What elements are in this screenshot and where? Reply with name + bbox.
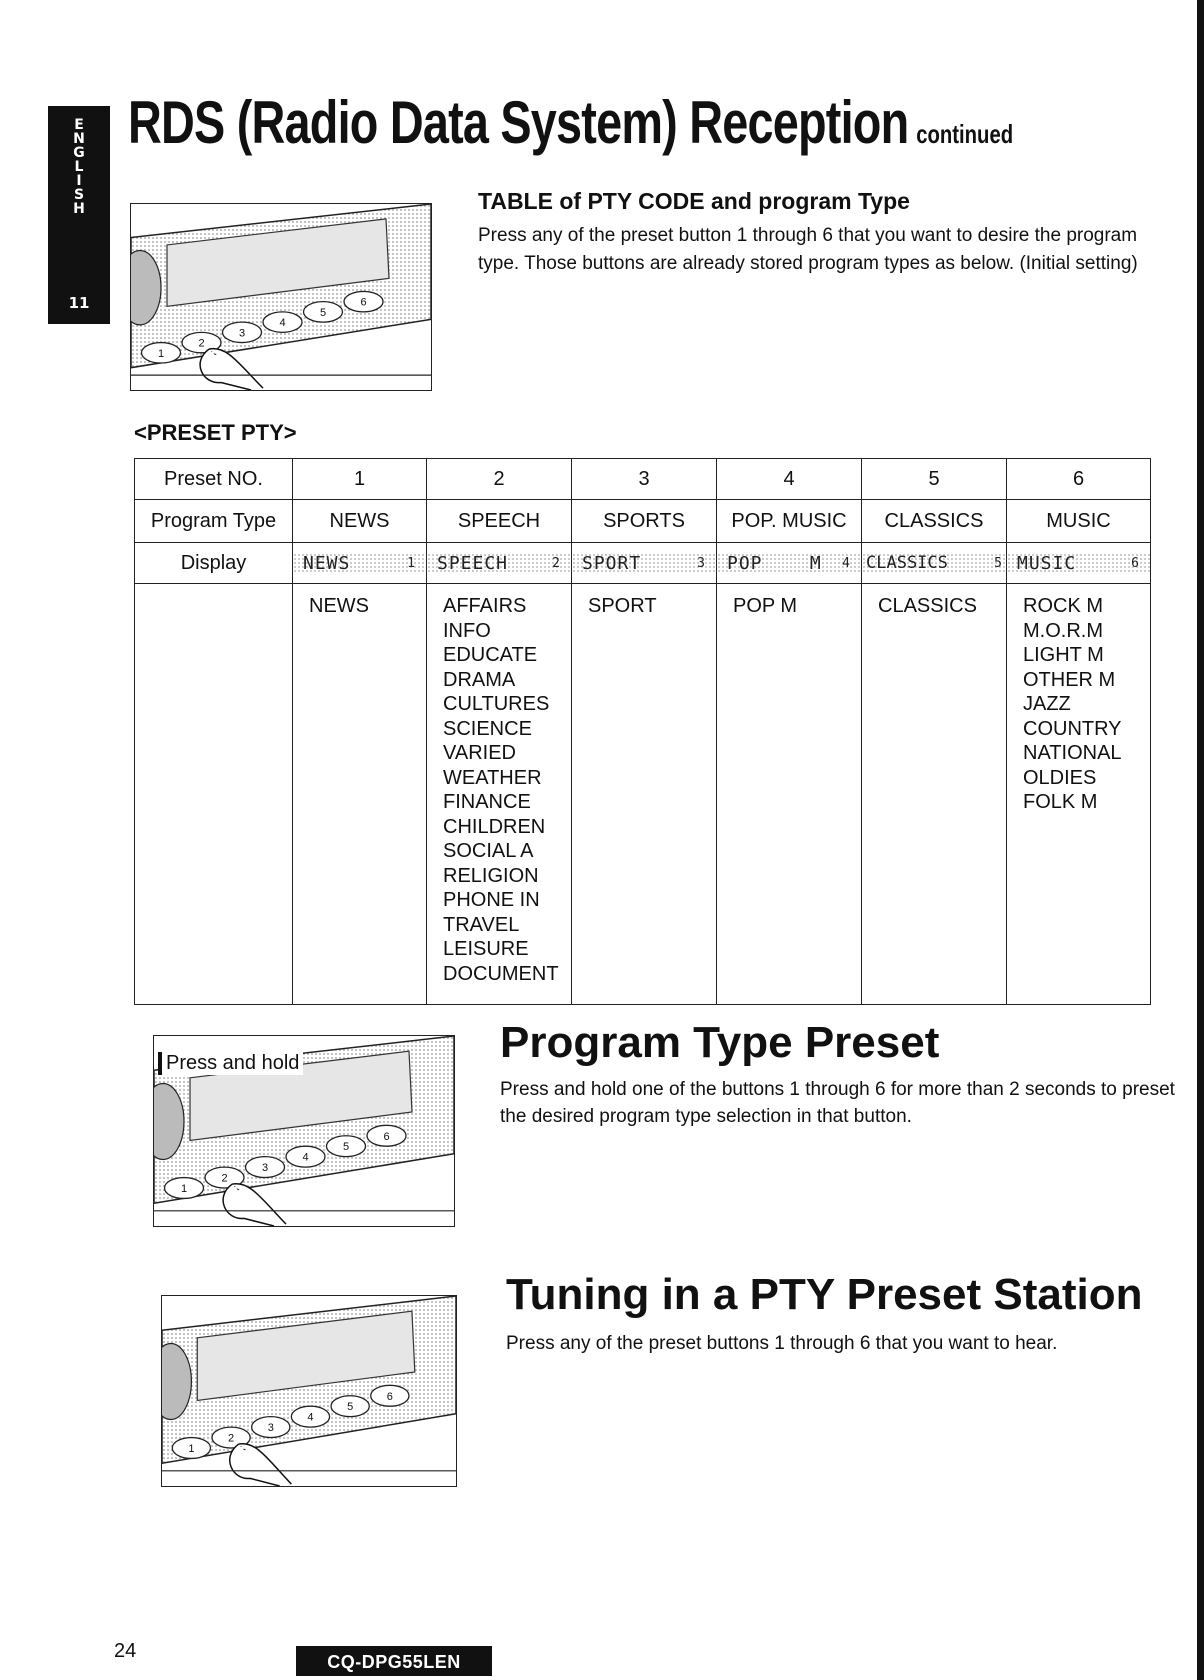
preset-no-3: 3 (572, 459, 717, 500)
preset-button-label: 6 (383, 1130, 390, 1143)
display-no-2: 2 (552, 555, 561, 571)
page-title (128, 88, 1013, 157)
program-type-2: SPEECH (427, 500, 572, 543)
preset-button-label: 3 (261, 1162, 269, 1175)
press-and-hold-callout: Press and hold (158, 1052, 303, 1075)
pty-code-item: LIGHT M (1023, 644, 1104, 666)
preset-number-row (135, 459, 1151, 500)
chapter-number: 11 (68, 294, 90, 312)
codes-cell-2 (427, 584, 572, 1005)
program-type-6: MUSIC (1007, 500, 1151, 543)
program-type-row (135, 500, 1151, 543)
pty-codes-row (135, 584, 1151, 1005)
pty-code-item: WEATHER (443, 766, 542, 789)
model-number: CQ-DPG55LEN (296, 1646, 492, 1676)
pty-code-item: M.O.R.M (1023, 619, 1103, 642)
tab-letter: I (76, 173, 82, 189)
tab-letter: S (73, 187, 85, 203)
preset-button-label: 6 (360, 296, 367, 309)
preset-no-1: 1 (293, 459, 427, 500)
pty-code-item: VARIED (443, 742, 516, 764)
preset-button-label: 5 (347, 1401, 354, 1414)
radio-faceplate (131, 204, 431, 390)
tuning-heading: Tuning in a PTY Preset Station (506, 1270, 1143, 1319)
tuning-body: Press any of the preset buttons 1 through 6 that you want to hear. (506, 1333, 1058, 1354)
codes-cell-6 (1007, 584, 1151, 1005)
preset-button-label: 2 (228, 1432, 235, 1445)
program-type-3: SPORTS (572, 500, 717, 543)
display-cell-3 (572, 543, 717, 584)
pty-code-item: CULTURES (443, 693, 550, 715)
pty-code-item: AFFAIRS (443, 595, 527, 617)
preset-button-label: 5 (319, 306, 327, 319)
radio-faceplate (162, 1296, 456, 1486)
preset-no-4: 4 (717, 459, 862, 500)
row-label-display: Display (135, 543, 293, 584)
codes-row-label (135, 584, 293, 1005)
display-no-3: 3 (697, 555, 706, 571)
row-label-type: Program Type (135, 500, 293, 543)
preset-no-6: 6 (1007, 459, 1151, 500)
display-no-1: 1 (407, 555, 416, 571)
pty-code-item: RELIGION (443, 864, 539, 887)
display-text-3: SPORT (582, 552, 642, 574)
pty-code-item: SPORT (588, 595, 657, 617)
program-type-1: NEWS (293, 500, 427, 543)
page-number: 24 (114, 1640, 137, 1662)
pty-code-item: SOCIAL A (443, 840, 534, 862)
display-row (135, 543, 1151, 584)
radio-illustration-3 (161, 1295, 457, 1487)
pty-code-item: FOLK M (1023, 791, 1098, 813)
radio-illustration-1 (130, 203, 432, 391)
pty-code-item: EDUCATE (443, 644, 538, 666)
display-cell-1 (293, 543, 427, 584)
language-tab (48, 106, 110, 324)
tab-letter: N (73, 131, 85, 147)
preset-button-label: 5 (342, 1141, 350, 1154)
display-no-5: 5 (994, 555, 1002, 571)
display-cell-5 (862, 543, 1007, 584)
display-text-6: MUSIC (1017, 552, 1077, 574)
preset-pty-table (134, 458, 1151, 1005)
pty-code-item: COUNTRY (1023, 717, 1122, 740)
pty-code-item: PHONE IN (443, 889, 540, 911)
pty-code-item: OTHER M (1023, 668, 1116, 691)
pty-code-item: NEWS (309, 595, 369, 617)
pty-code-item: POP M (733, 595, 798, 617)
preset-button-label: 1 (157, 347, 165, 360)
display-cell-4 (717, 543, 862, 584)
display-cell-6 (1007, 543, 1151, 584)
preset-button-label: 4 (279, 317, 286, 330)
display-cell-2 (427, 543, 572, 584)
pty-code-item: TRAVEL (443, 913, 520, 936)
preset-button-label: 2 (198, 337, 205, 350)
table-intro: Press any of the preset button 1 through 6 that you want to desire the program type. Those buttons are already stored program types as below. (Initial setting) (478, 225, 1138, 274)
row-label-preset: Preset NO. (135, 459, 293, 500)
finger-press-icon (200, 349, 263, 390)
display-text-5: CLASSICS (866, 553, 948, 573)
preset-button-label: 6 (386, 1390, 393, 1403)
display-no-6: 6 (1131, 555, 1140, 571)
pty-code-item: INFO (443, 619, 491, 642)
preset-no-5: 5 (862, 459, 1007, 500)
program-type-4: POP. MUSIC (717, 500, 862, 543)
pty-code-item: SCIENCE (443, 717, 532, 740)
title-main: RDS (Radio Data System) Reception (128, 89, 909, 156)
codes-cell-3 (572, 584, 717, 1005)
preset-button-label: 1 (188, 1443, 195, 1455)
program-type-preset-heading: Program Type Preset (500, 1018, 940, 1067)
program-type-5: CLASSICS (862, 500, 1007, 543)
pty-code-item: CLASSICS (878, 595, 977, 617)
program-type-preset-body: Press and hold one of the buttons 1 through 6 for more than 2 seconds to preset the desired program type selection in that button. (500, 1079, 1175, 1127)
tab-letter: G (73, 145, 85, 161)
pty-code-item: FINANCE (443, 791, 531, 813)
pty-code-item: NATIONAL (1023, 742, 1122, 764)
language-letters (73, 118, 85, 216)
codes-cell-5 (862, 584, 1007, 1005)
finger-press-icon (230, 1444, 292, 1486)
preset-button-label: 3 (267, 1422, 274, 1435)
page-edge-bar (1197, 0, 1204, 1680)
pty-code-item: JAZZ (1023, 693, 1071, 715)
pty-code-item: LEISURE (443, 938, 529, 960)
preset-no-2: 2 (427, 459, 572, 500)
display-no-4: 4 (842, 555, 851, 571)
preset-button-label: 4 (307, 1411, 314, 1424)
title-suffix: continued (916, 119, 1014, 149)
pty-code-item: DOCUMENT (443, 962, 559, 985)
pty-code-item: OLDIES (1023, 766, 1097, 789)
finger-press-icon (223, 1184, 286, 1226)
preset-button-label: 4 (302, 1151, 309, 1164)
tab-letter: L (74, 159, 84, 175)
preset-button-label: 2 (221, 1172, 228, 1185)
table-heading: TABLE of PTY CODE and program Type (478, 188, 910, 214)
pty-code-item: DRAMA (443, 668, 516, 691)
display-text-1: NEWS (303, 552, 351, 574)
pty-code-item: ROCK M (1023, 595, 1103, 617)
preset-button-label: 1 (180, 1183, 188, 1195)
tab-letter: E (74, 117, 84, 133)
display-text-2: SPEECH (437, 552, 509, 574)
codes-cell-1 (293, 584, 427, 1005)
tab-letter: H (73, 201, 85, 217)
pty-code-item: CHILDREN (443, 815, 546, 838)
display-text-4: POP M (727, 552, 822, 574)
preset-button-label: 3 (238, 327, 246, 340)
codes-cell-4 (717, 584, 862, 1005)
preset-pty-label: <PRESET PTY> (134, 420, 297, 445)
